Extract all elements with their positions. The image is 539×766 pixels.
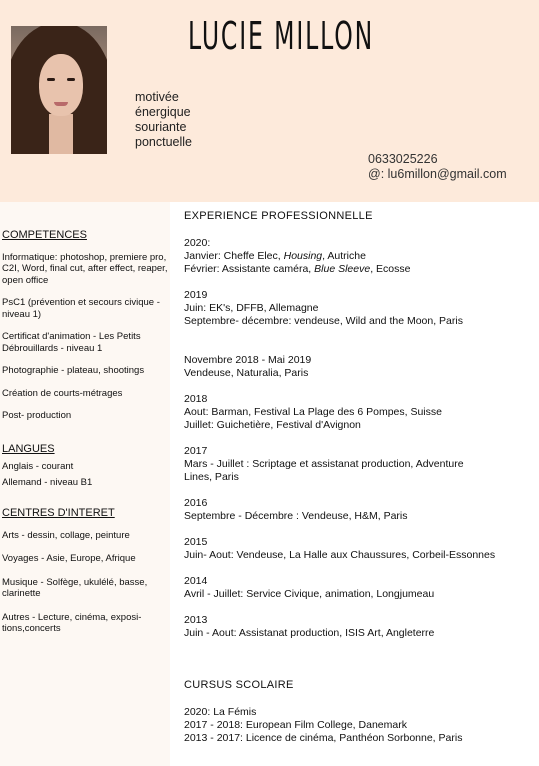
quality-item: ponctuelle [135, 135, 192, 149]
year-label: 2017 [184, 445, 208, 457]
interet-item: Autres - Lecture, cinéma, exposi- tions,concerts [2, 611, 142, 634]
competences-heading: COMPETENCES [2, 229, 87, 241]
experience-line: Juin - Aout: Assistanat production, ISIS Art, Angleterre [184, 627, 435, 639]
experience-2014 [184, 575, 534, 601]
personal-qualities [135, 90, 192, 150]
year-label: 2013 [184, 614, 208, 626]
experience-heading: EXPERIENCE PROFESSIONNELLE [184, 210, 373, 222]
sidebar-content [2, 230, 168, 635]
experience-2020 [184, 237, 534, 276]
experience-line: Novembre 2018 - Mai 2019 [184, 354, 312, 366]
email-address: @: lu6millon@gmail.com [368, 167, 507, 181]
year-label: 2015 [184, 536, 208, 548]
year-label: 2019 [184, 289, 208, 301]
quality-item: souriante [135, 120, 187, 134]
experience-2013 [184, 614, 534, 640]
quality-item: motivée [135, 90, 179, 104]
education-item: 2020: La Fémis [184, 706, 257, 718]
competence-item: PsC1 (prévention et secours civique - niveau 1) [2, 297, 160, 320]
experience-line: Mars - Juillet : Scriptage et assistanat production, Adventure [184, 458, 464, 470]
interet-item: Voyages - Asie, Europe, Afrique [2, 553, 136, 564]
experience-line: Juin: EK's, DFFB, Allemagne [184, 302, 319, 314]
interet-item: Musique - Solfège, ukulélé, basse, clarinette [2, 576, 148, 599]
year-label: 2014 [184, 575, 208, 587]
competence-item: Certificat d'animation - Les Petits Débrouillards - niveau 1 [2, 331, 141, 354]
experience-2019 [184, 289, 534, 328]
experience-2017 [184, 445, 534, 484]
experience-line: Juillet: Guichetière, Festival d'Avignon [184, 419, 361, 431]
year-label: 2018 [184, 393, 208, 405]
main-content [184, 210, 534, 745]
langue-item: Allemand - niveau B1 [2, 476, 93, 488]
year-label: 2016 [184, 497, 208, 509]
experience-2018 [184, 393, 534, 432]
candidate-name: LUCIE MILLON [188, 14, 375, 58]
competence-item: Informatique: photoshop, premiere pro, C2I, Word, final cut, after effect, reaper, open office [2, 251, 168, 286]
experience-line: Vendeuse, Naturalia, Paris [184, 367, 309, 379]
langues-heading: LANGUES [2, 442, 55, 455]
profile-photo [11, 26, 107, 154]
experience-line: Avril - Juillet: Service Civique, animation, Longjumeau [184, 588, 435, 600]
header-band [0, 0, 539, 202]
contact-info [368, 152, 507, 182]
education-item: 2013 - 2017: Licence de cinéma, Panthéon Sorbonne, Paris [184, 732, 463, 744]
experience-line: Aout: Barman, Festival La Plage des 6 Pompes, Suisse [184, 406, 442, 418]
interets-heading: CENTRES D'INTERET [2, 507, 115, 519]
experience-2018-2019 [184, 354, 534, 380]
phone-number: 0633025226 [368, 152, 438, 166]
experience-line: Janvier: Cheffe Elec, Housing, Autriche [184, 250, 366, 262]
competence-item: Création de courts-métrages [2, 387, 123, 399]
interet-item: Arts - dessin, collage, peinture [2, 529, 130, 541]
experience-line: Lines, Paris [184, 471, 239, 483]
experience-2016 [184, 497, 534, 523]
experience-line: Février: Assistante caméra, Blue Sleeve, Ecosse [184, 263, 411, 275]
experience-line: Juin- Aout: Vendeuse, La Halle aux Chaussures, Corbeil-Essonnes [184, 549, 496, 561]
experience-line: Septembre- décembre: vendeuse, Wild and the Moon, Paris [184, 315, 463, 327]
education-item: 2017 - 2018: European Film College, Danemark [184, 719, 407, 731]
experience-2015 [184, 536, 534, 562]
education-heading: CURSUS SCOLAIRE [184, 679, 294, 691]
experience-line: Septembre - Décembre : Vendeuse, H&M, Paris [184, 510, 408, 522]
competence-item: Post- production [2, 410, 72, 421]
langue-item: Anglais - courant [2, 461, 74, 472]
quality-item: énergique [135, 105, 191, 119]
competence-item: Photographie - plateau, shootings [2, 365, 145, 376]
year-label: 2020: [184, 237, 211, 249]
